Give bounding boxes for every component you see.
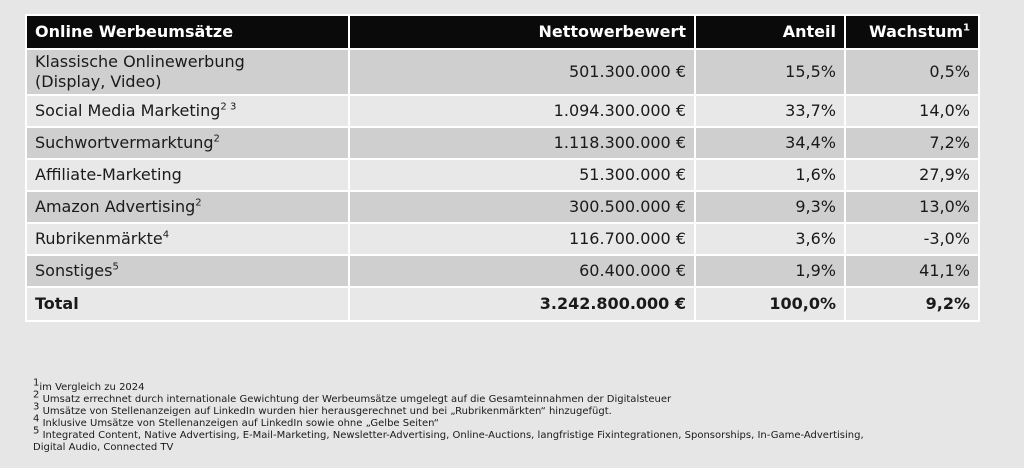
row-label-line2: (Display, Video)	[35, 72, 162, 91]
footnote-text: im Vergleich zu 2024	[39, 382, 145, 393]
row-net-value: 51.300.000 €	[349, 159, 695, 191]
revenue-table-container	[25, 14, 978, 322]
row-footnote-ref: 4	[162, 229, 170, 241]
row-share: 9,3%	[695, 191, 845, 223]
row-growth: 14,0%	[845, 95, 979, 127]
footnote-number: 3	[33, 401, 40, 413]
table-header-row	[26, 15, 979, 49]
footnote-number: 5	[33, 425, 40, 437]
row-growth: 41,1%	[845, 255, 979, 287]
row-label-text: Suchwortvermarktung	[35, 133, 214, 152]
table-row	[26, 95, 979, 127]
footnote-text: Umsatz errechnet durch internationale Gewichtung der Werbeumsätze umgelegt auf die Gesamteinnahmen der Digitalsteuer	[42, 394, 672, 405]
table-row	[26, 255, 979, 287]
row-growth: 13,0%	[845, 191, 979, 223]
footnotes	[33, 377, 993, 454]
row-growth: 27,9%	[845, 159, 979, 191]
row-share: 34,4%	[695, 127, 845, 159]
footnote-text: Inklusive Umsätze von Stellenanzeigen auf LinkedIn sowie ohne „Gelbe Seiten“	[42, 418, 439, 429]
total-growth: 9,2%	[845, 287, 979, 321]
footnote-number: 1	[33, 377, 40, 389]
row-net-value: 501.300.000 €	[349, 49, 695, 95]
total-label: Total	[26, 287, 349, 321]
row-growth: 7,2%	[845, 127, 979, 159]
online-ad-revenue-table	[25, 14, 980, 322]
header-category: Online Werbeumsätze	[26, 15, 349, 49]
row-label-text: Rubrikenmärkte	[35, 229, 163, 248]
row-label	[26, 159, 349, 191]
row-label	[26, 95, 349, 127]
table-row	[26, 223, 979, 255]
row-share: 1,6%	[695, 159, 845, 191]
row-net-value: 1.094.300.000 €	[349, 95, 695, 127]
row-share: 33,7%	[695, 95, 845, 127]
row-label	[26, 223, 349, 255]
footnote	[33, 389, 993, 406]
footnote-text: Umsätze von Stellenanzeigen auf LinkedIn wurden hier herausgerechnet und bei „Rubrikenmärkten“ hinzugefügt.	[42, 406, 612, 417]
header-growth	[845, 15, 979, 49]
header-growth-footnote-ref: 1	[963, 22, 970, 34]
row-net-value: 116.700.000 €	[349, 223, 695, 255]
footnote	[33, 425, 993, 442]
row-label	[26, 255, 349, 287]
footnote	[33, 413, 993, 430]
row-label-line1: Klassische Onlinewerbung	[35, 52, 245, 71]
footnote	[33, 377, 993, 394]
row-share: 15,5%	[695, 49, 845, 95]
row-share: 3,6%	[695, 223, 845, 255]
total-share: 100,0%	[695, 287, 845, 321]
row-share: 1,9%	[695, 255, 845, 287]
footnote-text: Integrated Content, Native Advertising, E-Mail-Marketing, Newsletter-Advertising, Online-Auctions, langfristige Fixintegrationen, Sponsorships, In-Game-Advertising,	[42, 430, 864, 441]
total-net-value: 3.242.800.000 €	[349, 287, 695, 321]
footnote-continuation: Digital Audio, Connected TV	[33, 442, 174, 453]
row-net-value: 60.400.000 €	[349, 255, 695, 287]
row-label-text: Affiliate-Marketing	[35, 165, 182, 184]
row-net-value: 300.500.000 €	[349, 191, 695, 223]
row-label	[26, 49, 349, 95]
row-footnote-ref: 2	[213, 133, 220, 145]
footnote-number: 4	[33, 413, 40, 425]
header-net-value: Nettowerbewert	[349, 15, 695, 49]
table-row	[26, 191, 979, 223]
row-growth: -3,0%	[845, 223, 979, 255]
table-row	[26, 159, 979, 191]
row-label-text: Social Media Marketing	[35, 101, 221, 120]
header-growth-label: Wachstum	[869, 22, 964, 41]
row-growth: 0,5%	[845, 49, 979, 95]
table-row	[26, 127, 979, 159]
row-label	[26, 127, 349, 159]
footnote	[33, 401, 993, 418]
row-footnote-ref: 2	[195, 197, 202, 209]
row-net-value: 1.118.300.000 €	[349, 127, 695, 159]
footnote-number: 2	[33, 389, 40, 401]
row-footnote-ref: 2 3	[220, 101, 237, 113]
table-row	[26, 49, 979, 95]
row-label-text: Sonstiges	[35, 261, 113, 280]
row-label	[26, 191, 349, 223]
header-share: Anteil	[695, 15, 845, 49]
table-total-row	[26, 287, 979, 321]
row-footnote-ref: 5	[112, 261, 119, 273]
row-label-text: Amazon Advertising	[35, 197, 196, 216]
